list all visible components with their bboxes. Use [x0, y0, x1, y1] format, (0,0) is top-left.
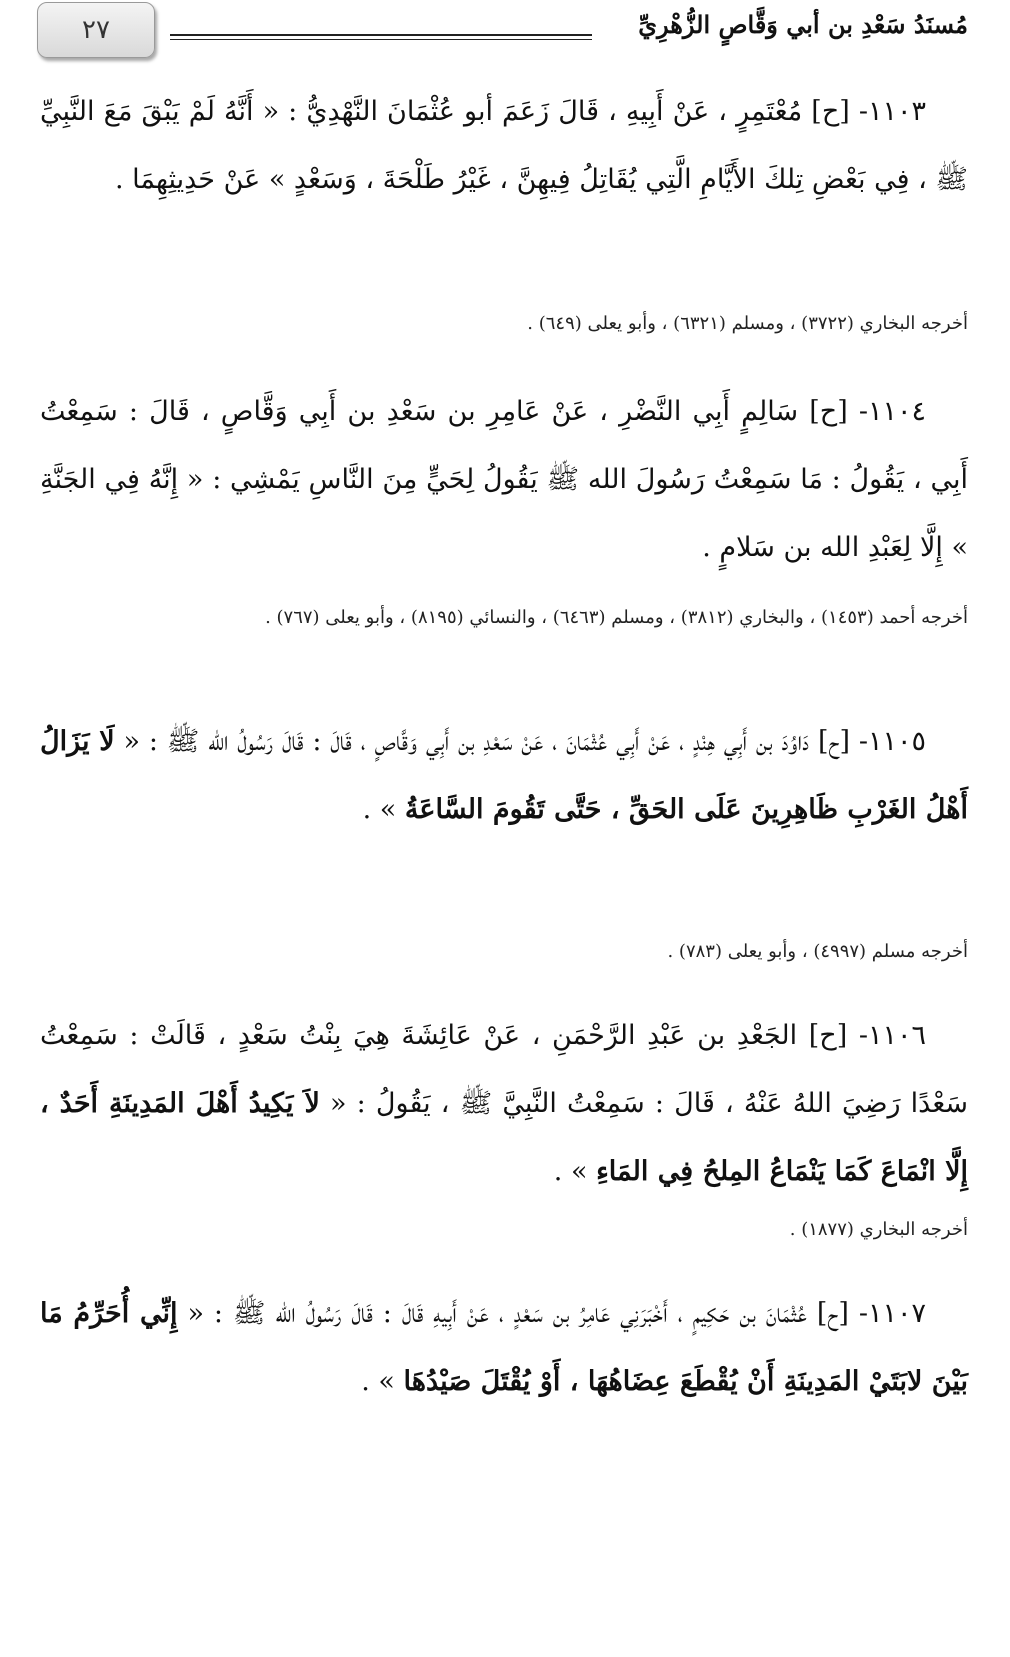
hadith-isnad: ١١٠٤- [ح] سَالِمٍ أَبِي النَّضْرِ ، عَنْ عَامِرِ بن سَعْدِ بن أَبِي وَقَّاصٍ ، قَالَ : سَمِعْتُ أَبِي ، يَقُولُ : مَا سَمِعْتُ رَسُولَ الله ﷺ يَقُولُ لِحَيٍّ مِنَ النَّاسِ يَمْشِي : « إِنَّهُ فِي الجَنَّةِ » إِلَّا لِعَبْدِ الله بن سَلامٍ .	[40, 396, 968, 563]
hadith-matn: إِنِّي أُحَرِّمُ مَا بَيْنَ لابَتَيْ المَدِينَةِ أَنْ يُقْطَعَ عِضَاهُهَا ، أَوْ يُقْتَلَ صَيْدُهَا	[40, 1298, 968, 1397]
hadith-1103	[40, 78, 968, 214]
takhrij-1103: أخرجه البخاري (٣٧٢٢) ، ومسلم (٦٣٢١) ، وأبو يعلى (٦٤٩) .	[527, 313, 968, 334]
header-rule	[170, 34, 592, 36]
hadith-1104	[40, 378, 968, 582]
hadith-1107	[40, 1280, 968, 1416]
hadith-matn: لاَ يَكِيدُ أَهْلَ المَدِينَةِ أَحَدٌ ، إِلَّا انْمَاعَ كَمَا يَنْمَاعُ المِلحُ فِي المَاءِ	[40, 1088, 968, 1187]
hadith-closing: » .	[361, 1366, 404, 1397]
hadith-1106	[40, 1002, 968, 1206]
page-header	[0, 0, 1010, 70]
page-number-tab	[37, 2, 155, 58]
running-title: مُسنَدُ سَعْدِ بن أبي وَقَّاصٍ الزُّهْرِيِّ	[638, 10, 968, 39]
hadith-closing: » .	[362, 794, 405, 825]
hadith-isnad: ١١٠٥- [ح] دَاوُدَ بن أَبِي هِنْدٍ ، عَنْ أَبِي عُثْمَانَ ، عَنْ سَعْدِ بن أَبِي وَقَّاصٍ ، قَالَ : قَالَ رَسُولُ الله ﷺ : «	[114, 726, 926, 757]
hadith-text	[40, 378, 968, 582]
hadith-1105	[40, 708, 968, 844]
hadith-isnad: ١١٠٧- [ح] عُثْمَانَ بن حَكِيمٍ ، أَخْبَرَنِي عَامِرُ بن سَعْدٍ ، عَنْ أَبِيهِ قَالَ : قَالَ رَسُولُ الله ﷺ : «	[177, 1298, 926, 1329]
takhrij-1106: أخرجه البخاري (١٨٧٧) .	[789, 1219, 968, 1240]
takhrij-1105: أخرجه مسلم (٤٩٩٧) ، وأبو يعلى (٧٨٣) .	[667, 941, 968, 962]
hadith-text	[40, 1280, 968, 1416]
hadith-text	[40, 78, 968, 214]
header-rule-thin	[170, 39, 592, 40]
page-number: ٢٧	[82, 15, 110, 45]
hadith-text	[40, 1002, 968, 1206]
hadith-closing: » .	[553, 1156, 597, 1187]
hadith-matn: لَا يَزَالُ أَهْلُ الغَرْبِ ظَاهِرِينَ عَلَى الحَقِّ ، حَتَّى تَقُومَ السَّاعَةُ	[40, 726, 968, 825]
hadith-text	[40, 708, 968, 844]
hadith-isnad: ١١٠٦- [ح] الجَعْدِ بن عَبْدِ الرَّحْمَنِ ، عَنْ عَائِشَةَ هِيَ بِنْتُ سَعْدٍ ، قَالَتْ : سَمِعْتُ سَعْدًا رَضِيَ اللهُ عَنْهُ ، قَالَ : سَمِعْتُ النَّبِيَّ ﷺ ، يَقُولُ : «	[40, 1020, 968, 1119]
takhrij-1104: أخرجه أحمد (١٤٥٣) ، والبخاري (٣٨١٢) ، ومسلم (٦٤٦٣) ، والنسائي (٨١٩٥) ، وأبو يعلى (٧٦٧) .	[265, 607, 968, 628]
hadith-isnad: ١١٠٣- [ح] مُعْتَمِرٍ ، عَنْ أَبِيهِ ، قَالَ زَعَمَ أبو عُثْمَانَ النَّهْدِيُّ : « أَنَّهُ لَمْ يَبْقَ مَعَ النَّبِيِّ ﷺ ، فِي بَعْضِ تِلكَ الأَيَّامِ الَّتِي يُقَاتِلُ فِيهِنَّ ، غَيْرُ طَلْحَةَ ، وَسَعْدٍ » عَنْ حَدِيثِهِمَا .	[40, 96, 968, 195]
